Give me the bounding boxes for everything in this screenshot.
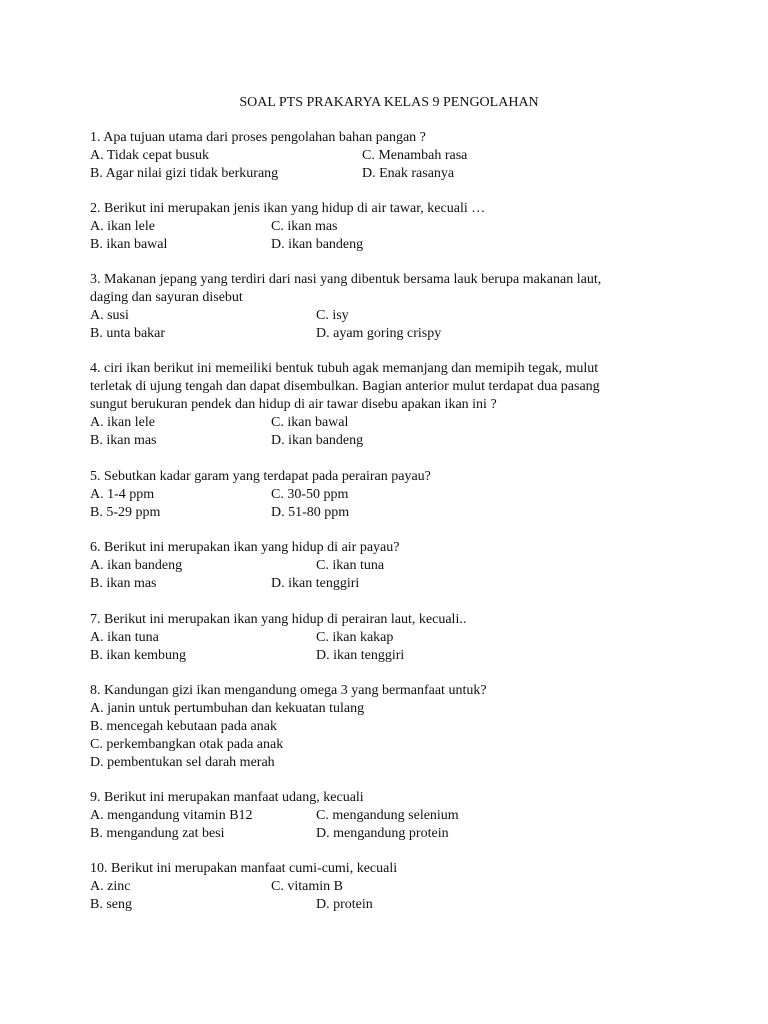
question-text: 3. Makanan jepang yang terdiri dari nasi yang dibentuk bersama lauk berupa makanan laut, xyxy=(90,272,602,287)
option-c: C. ikan bawal xyxy=(271,415,349,430)
option-b: B. mencegah kebutaan pada anak xyxy=(90,719,277,734)
question-text: 10. Berikut ini merupakan manfaat cumi-cumi, kecuali xyxy=(90,861,398,876)
question-text: 5. Sebutkan kadar garam yang terdapat pada perairan payau? xyxy=(90,469,431,484)
option-a: A. susi xyxy=(90,308,129,323)
option-a: A. ikan tuna xyxy=(90,630,159,645)
option-b: B. mengandung zat besi xyxy=(90,826,225,841)
option-d: D. ikan tenggiri xyxy=(316,648,405,663)
option-b: B. ikan kembung xyxy=(90,648,187,663)
option-d: D. ayam goring crispy xyxy=(316,326,442,341)
option-b: B. seng xyxy=(90,897,132,912)
question-2 xyxy=(90,200,670,254)
option-b: B. Agar nilai gizi tidak berkurang xyxy=(90,166,279,181)
question-10 xyxy=(90,860,670,914)
question-text: sungut berukuran pendek dan hidup di air tawar disebu apakan ikan ini ? xyxy=(90,397,497,412)
question-4 xyxy=(90,360,670,450)
question-3 xyxy=(90,271,670,343)
option-b: B. 5-29 ppm xyxy=(90,505,161,520)
page-title: SOAL PTS PRAKARYA KELAS 9 PENGOLAHAN xyxy=(239,95,539,110)
question-text: 2. Berikut ini merupakan jenis ikan yang hidup di air tawar, kecuali … xyxy=(90,201,486,216)
option-c: C. Menambah rasa xyxy=(362,148,468,163)
question-8 xyxy=(90,682,670,772)
option-c: C. ikan mas xyxy=(271,219,338,234)
option-d: D. Enak rasanya xyxy=(362,166,455,181)
option-c: C. 30-50 ppm xyxy=(271,487,349,502)
option-d: D. protein xyxy=(316,897,373,912)
option-a: A. zinc xyxy=(90,879,131,894)
option-c: C. ikan tuna xyxy=(316,558,385,573)
option-b: B. ikan bawal xyxy=(90,237,168,252)
option-a: A. mengandung vitamin B12 xyxy=(90,808,253,823)
question-6 xyxy=(90,539,670,593)
question-text: terletak di ujung tengah dan dapat disembulkan. Bagian anterior mulut terdapat dua pasang xyxy=(90,379,600,394)
option-b: B. ikan mas xyxy=(90,433,157,448)
option-a: A. 1-4 ppm xyxy=(90,487,155,502)
option-c: C. isy xyxy=(316,308,349,323)
option-a: A. Tidak cepat busuk xyxy=(90,148,209,163)
option-c: C. vitamin B xyxy=(271,879,343,894)
option-b: B. ikan mas xyxy=(90,576,157,591)
option-a: A. ikan lele xyxy=(90,219,155,234)
question-text: 1. Apa tujuan utama dari proses pengolahan bahan pangan ? xyxy=(90,130,426,145)
option-a: A. janin untuk pertumbuhan dan kekuatan tulang xyxy=(90,701,365,716)
option-a: A. ikan lele xyxy=(90,415,155,430)
question-text: daging dan sayuran disebut xyxy=(90,290,243,305)
option-d: D. ikan bandeng xyxy=(271,433,364,448)
question-5 xyxy=(90,468,670,522)
option-d: D. 51-80 ppm xyxy=(271,505,350,520)
question-9 xyxy=(90,789,670,843)
option-d: D. ikan bandeng xyxy=(271,237,364,252)
option-b: B. unta bakar xyxy=(90,326,166,341)
question-1 xyxy=(90,129,670,183)
question-text: 7. Berikut ini merupakan ikan yang hidup di perairan laut, kecuali.. xyxy=(90,612,467,627)
option-a: A. ikan bandeng xyxy=(90,558,183,573)
option-c: C. ikan kakap xyxy=(316,630,394,645)
option-c: C. mengandung selenium xyxy=(316,808,459,823)
option-d: D. pembentukan sel darah merah xyxy=(90,755,275,770)
question-text: 6. Berikut ini merupakan ikan yang hidup di air payau? xyxy=(90,540,400,555)
option-d: D. ikan tenggiri xyxy=(271,576,360,591)
option-d: D. mengandung protein xyxy=(316,826,449,841)
question-text: 9. Berikut ini merupakan manfaat udang, kecuali xyxy=(90,790,364,805)
option-c: C. perkembangkan otak pada anak xyxy=(90,737,284,752)
question-7 xyxy=(90,611,670,665)
question-text: 4. ciri ikan berikut ini memeiliki bentuk tubuh agak memanjang dan memipih tegak, mulut xyxy=(90,361,599,376)
question-text: 8. Kandungan gizi ikan mengandung omega 3 yang bermanfaat untuk? xyxy=(90,683,487,698)
